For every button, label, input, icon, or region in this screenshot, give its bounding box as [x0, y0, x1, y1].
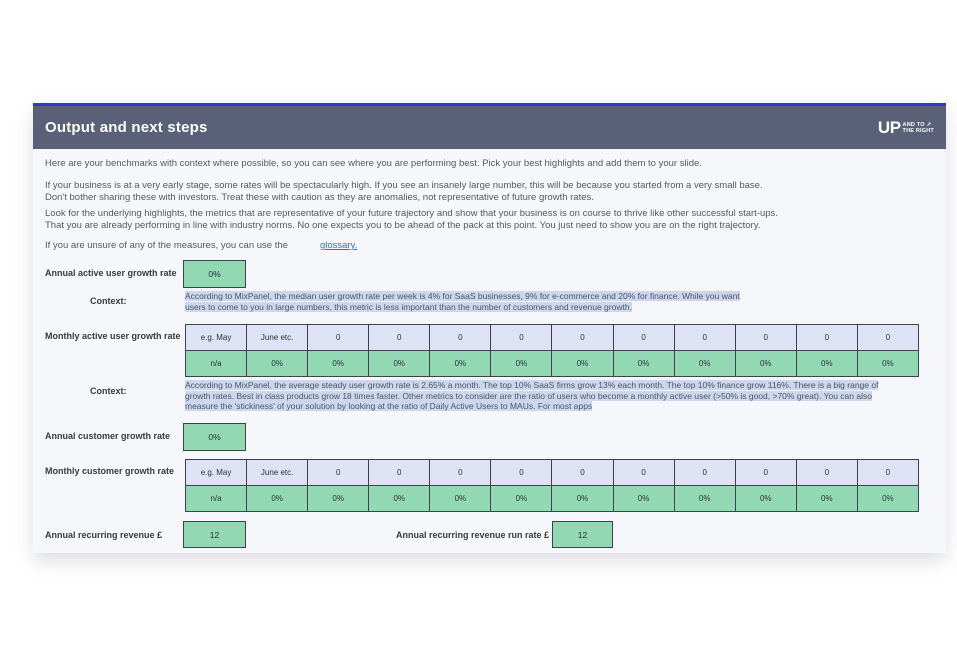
- month-value-cell[interactable]: 0%: [736, 351, 797, 377]
- month-header-cell[interactable]: 0: [430, 460, 491, 486]
- monthly-customer-table: [185, 459, 919, 512]
- month-value-cell[interactable]: 0%: [491, 351, 552, 377]
- month-value-cell[interactable]: 0%: [797, 486, 858, 512]
- annual-customer-growth-label: Annual customer growth rate: [45, 431, 171, 441]
- month-value-cell[interactable]: 0%: [430, 351, 491, 377]
- month-value-cell[interactable]: 0%: [552, 486, 613, 512]
- annual-active-user-growth-cell[interactable]: 0%: [183, 260, 246, 288]
- month-value-cell[interactable]: 0%: [247, 486, 308, 512]
- month-header-cell[interactable]: 0: [858, 325, 919, 351]
- header-bar: [33, 106, 946, 149]
- month-header-cell[interactable]: 0: [797, 325, 858, 351]
- month-value-cell[interactable]: 0%: [247, 351, 308, 377]
- logo-tagline: [903, 122, 934, 134]
- glossary-sentence: If you are unsure of any of the measures, you can use the: [45, 240, 288, 251]
- month-value-cell[interactable]: 0%: [369, 351, 430, 377]
- month-header-cell[interactable]: 0: [308, 325, 369, 351]
- month-value-cell[interactable]: 0%: [614, 351, 675, 377]
- annual-recurring-revenue-label: Annual recurring revenue £: [45, 530, 163, 540]
- month-header-cell[interactable]: 0: [491, 325, 552, 351]
- month-value-cell[interactable]: 0%: [552, 351, 613, 377]
- page-title: Output and next steps: [45, 119, 208, 136]
- context-1-label: Context:: [90, 296, 127, 306]
- intro-paragraph-4: [45, 240, 925, 252]
- month-value-cell[interactable]: 0%: [736, 486, 797, 512]
- month-value-cell[interactable]: 0%: [675, 351, 736, 377]
- intro-paragraph-2-line2: Don't bother sharing these with investors. Treat these with caution as they are anomalies, not representative of future growth rates.: [45, 192, 594, 203]
- month-value-cell[interactable]: 0%: [675, 486, 736, 512]
- logo-tagline-line1: AND TO ↗: [902, 121, 932, 128]
- month-value-cell[interactable]: 0%: [430, 486, 491, 512]
- intro-paragraph-3: [45, 208, 925, 232]
- monthly-active-user-table: [185, 324, 919, 377]
- month-header-cell[interactable]: 0: [797, 460, 858, 486]
- monthly-customer-value-row: [186, 486, 919, 512]
- monthly-customer-header-row: [186, 460, 919, 486]
- month-header-cell[interactable]: 0: [552, 325, 613, 351]
- month-header-cell[interactable]: June etc.: [247, 325, 308, 351]
- month-value-cell[interactable]: n/a: [186, 486, 247, 512]
- annual-recurring-revenue-cell[interactable]: 12: [183, 521, 246, 548]
- month-value-cell[interactable]: 0%: [614, 486, 675, 512]
- month-value-cell[interactable]: 0%: [308, 486, 369, 512]
- context-2-label: Context:: [90, 386, 127, 396]
- month-header-cell[interactable]: 0: [858, 460, 919, 486]
- annual-customer-growth-cell[interactable]: 0%: [183, 423, 246, 451]
- month-header-cell[interactable]: 0: [614, 460, 675, 486]
- context-2-text: According to MixPanel, the average steady user growth rate is 2.65% a month. The top 10% SaaS firms grow 13% each month. The top 10% finance grow 116%. There is a big range of growth rates. Best in class products grow 18 times faster. Other metrics to consider are the ratio of users who become a monthly active user (>50% is good, >70% great). You can also measure the 'stickiness' of your solution by looking at the ratio of Daily Active Users to MAUs. For most apps: [185, 380, 879, 411]
- month-header-cell[interactable]: 0: [614, 325, 675, 351]
- brand-logo: [878, 118, 934, 138]
- context-1-text: According to MixPanel, the median user growth rate per week is 4% for SaaS businesses, 9% for e-commerce and 20% for finance. While you want users to come to you in large numbers, this metric is less important than the number of customers and revenue growth.: [185, 291, 740, 312]
- month-header-cell[interactable]: e.g. May: [186, 460, 247, 486]
- month-value-cell[interactable]: 0%: [858, 486, 919, 512]
- intro-paragraph-3-line1: Look for the underlying highlights, the metrics that are representative of your future trajectory and show that your business is on course to thrive like other successful start-ups.: [45, 208, 778, 219]
- month-header-cell[interactable]: 0: [736, 460, 797, 486]
- month-value-cell[interactable]: 0%: [369, 486, 430, 512]
- arr-run-rate-label: Annual recurring revenue run rate £: [395, 530, 549, 540]
- monthly-customer-growth-label: Monthly customer growth rate: [45, 466, 175, 476]
- logo-up-text: UP: [877, 117, 901, 137]
- intro-paragraph-3-line2: That you are already performing in line with industry norms. No one expects you to be ahead of the pack at this point. You just need to show you are on the right trajectory.: [45, 220, 761, 231]
- monthly-active-user-growth-label: Monthly active user growth rate: [45, 331, 181, 341]
- month-header-cell[interactable]: 0: [552, 460, 613, 486]
- intro-paragraph-2-line1: If your business is at a very early stage, some rates will be spectacularly high. If you see an insanely large number, this will be because you started from a very small base.: [45, 180, 763, 191]
- month-header-cell[interactable]: 0: [675, 460, 736, 486]
- logo-tagline-line2: THE RIGHT: [902, 127, 934, 134]
- month-header-cell[interactable]: 0: [491, 460, 552, 486]
- month-header-cell[interactable]: 0: [369, 460, 430, 486]
- intro-paragraph-2: [45, 180, 925, 204]
- annual-active-user-growth-label: Annual active user growth rate: [45, 268, 177, 278]
- arr-run-rate-cell[interactable]: 12: [552, 521, 613, 548]
- monthly-active-user-value-row: [186, 351, 919, 377]
- glossary-link[interactable]: glossary.: [319, 240, 358, 251]
- worksheet-card: [33, 103, 946, 553]
- month-value-cell[interactable]: 0%: [308, 351, 369, 377]
- month-value-cell[interactable]: n/a: [186, 351, 247, 377]
- month-header-cell[interactable]: e.g. May: [186, 325, 247, 351]
- month-value-cell[interactable]: 0%: [797, 351, 858, 377]
- month-value-cell[interactable]: 0%: [491, 486, 552, 512]
- month-header-cell[interactable]: 0: [675, 325, 736, 351]
- month-header-cell[interactable]: 0: [430, 325, 491, 351]
- month-header-cell[interactable]: 0: [369, 325, 430, 351]
- month-header-cell[interactable]: 0: [736, 325, 797, 351]
- month-value-cell[interactable]: 0%: [858, 351, 919, 377]
- monthly-active-user-header-row: [186, 325, 919, 351]
- intro-paragraph-1: Here are your benchmarks with context where possible, so you can see where you are performing best. Pick your best highlights and add them to your slide.: [45, 158, 702, 169]
- month-header-cell[interactable]: 0: [308, 460, 369, 486]
- month-header-cell[interactable]: June etc.: [247, 460, 308, 486]
